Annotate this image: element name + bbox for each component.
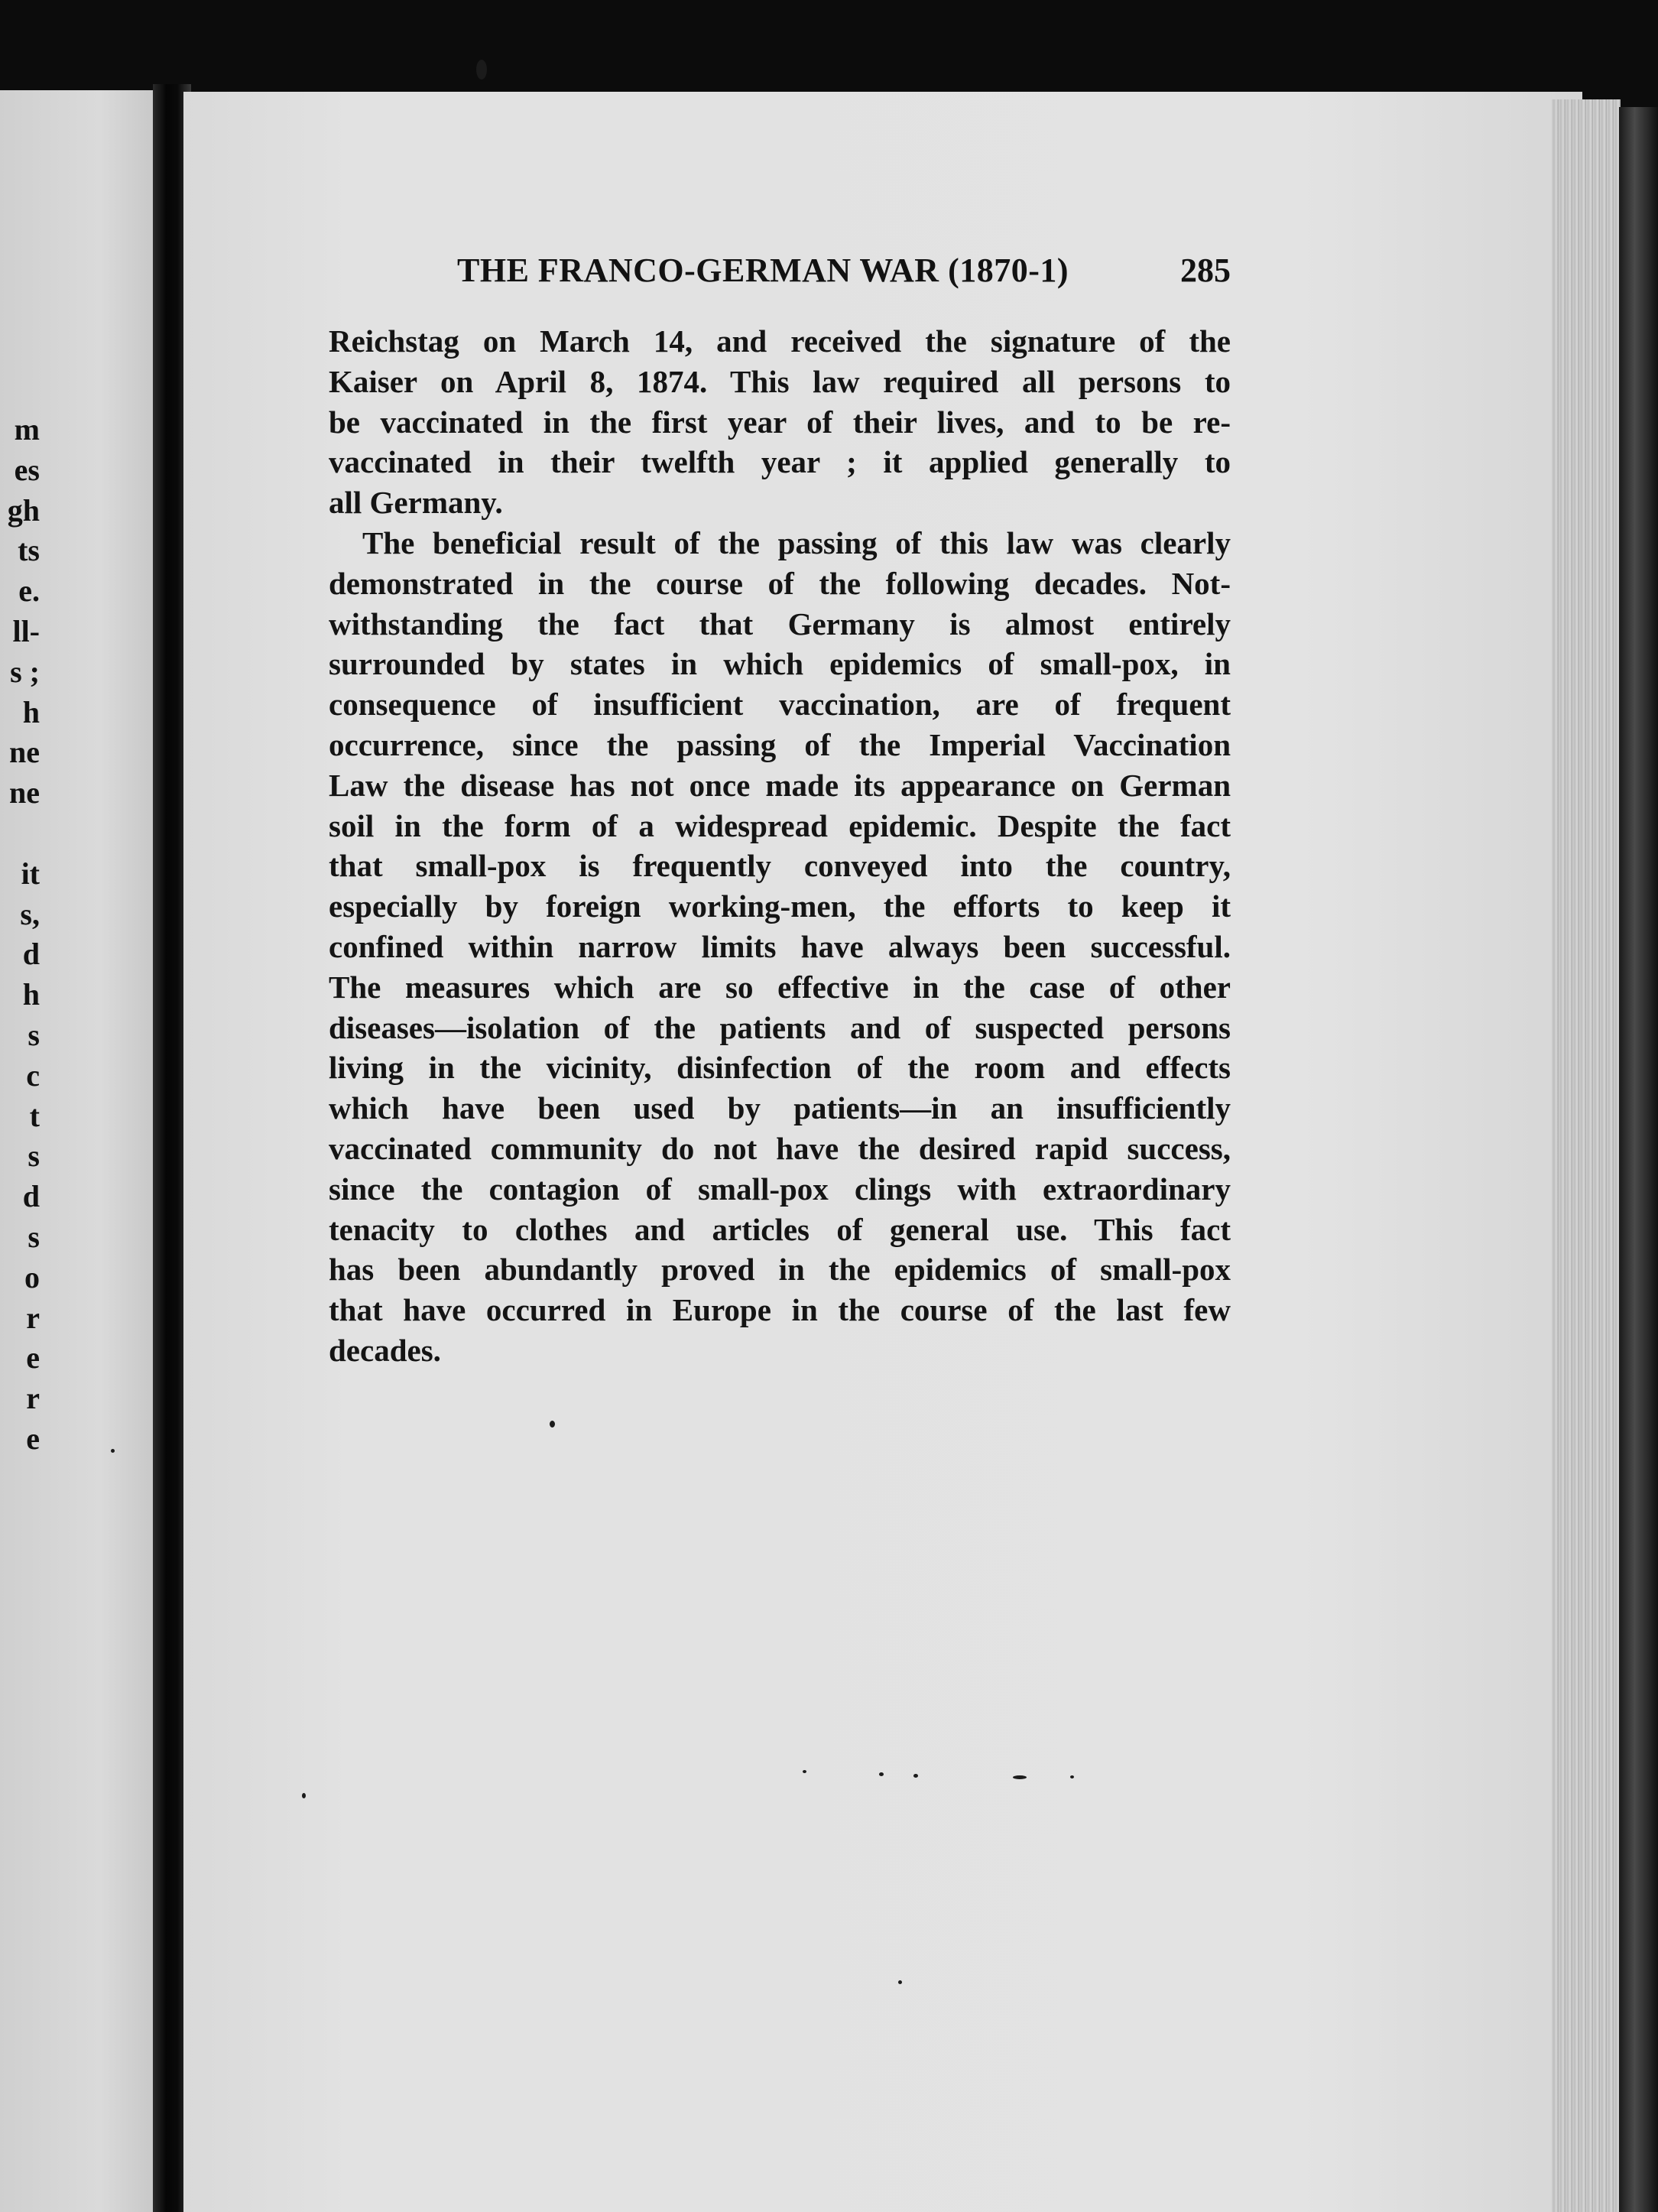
text-line: soil in the form of a widespread epidemic. Despite the fact xyxy=(329,807,1231,843)
facing-fragment: it xyxy=(21,856,40,891)
text-line: since the contagion of small-pox clings with extraordinary xyxy=(329,1171,1231,1207)
text-line: that small-pox is frequently conveyed into the country, xyxy=(329,848,1231,884)
facing-fragment: e xyxy=(26,1421,40,1456)
cover-edge xyxy=(1619,107,1658,2212)
facing-fragment: ts xyxy=(18,533,40,568)
text-line: Kaiser on April 8, 1874. This law required all persons to xyxy=(329,363,1231,399)
text-line: diseases—isolation of the patients and of suspected persons xyxy=(329,1009,1231,1045)
text-line: vaccinated in their twelfth year ; it applied generally to xyxy=(329,444,1231,480)
text-line: living in the vicinity, disinfection of the room and effects xyxy=(329,1050,1231,1086)
text-line: has been abundantly proved in the epidemics of small-pox xyxy=(329,1252,1231,1288)
text-line: demonstrated in the course of the following decades. Not- xyxy=(329,565,1231,601)
scan-speck xyxy=(803,1770,806,1773)
facing-fragment: r xyxy=(26,1381,40,1416)
facing-fragment: ll- xyxy=(12,613,40,648)
text-line: withstanding the fact that Germany is almost entirely xyxy=(329,606,1231,642)
scan-speck xyxy=(898,1980,902,1984)
text-line: The measures which are so effective in the case of other xyxy=(329,969,1231,1005)
scan-speck xyxy=(302,1793,306,1798)
facing-fragment: gh xyxy=(7,492,40,528)
facing-fragment: s xyxy=(28,1138,40,1174)
scan-speck xyxy=(913,1774,918,1778)
body-text-column xyxy=(329,321,1231,1371)
text-line: tenacity to clothes and articles of general use. This fact xyxy=(329,1211,1231,1247)
facing-fragment xyxy=(0,814,46,854)
text-line: which have been used by patients—in an insufficiently xyxy=(329,1090,1231,1126)
text-line: Reichstag on March 14, and received the signature of the xyxy=(329,323,1231,359)
page-stack-edge xyxy=(1552,99,1621,2212)
page-number: 285 xyxy=(1180,252,1231,289)
facing-fragment: m xyxy=(14,412,40,447)
scan-speck xyxy=(111,1449,115,1453)
facing-fragment: d xyxy=(22,1179,40,1214)
facing-fragment: d xyxy=(22,937,40,972)
facing-fragment: s ; xyxy=(10,654,40,689)
facing-fragment: es xyxy=(14,452,40,487)
text-line: vaccinated community do not have the desired rapid success, xyxy=(329,1130,1231,1166)
facing-fragment: ne xyxy=(9,775,40,810)
scan-speck xyxy=(550,1421,555,1428)
text-line: decades. xyxy=(329,1332,441,1368)
facing-fragment: h xyxy=(22,694,40,729)
facing-fragment: h xyxy=(22,977,40,1012)
text-line: consequence of insufficient vaccination, are of frequent xyxy=(329,687,1231,723)
facing-fragment: o xyxy=(24,1259,40,1294)
facing-fragment: s xyxy=(28,1219,40,1254)
facing-fragment: ne xyxy=(9,735,40,770)
facing-fragment: c xyxy=(26,1057,40,1093)
facing-page-text-fragments xyxy=(0,410,46,1460)
text-line: that have occurred in Europe in the course of the last few xyxy=(329,1292,1231,1328)
scan-speck xyxy=(879,1772,884,1776)
running-head-title: THE FRANCO-GERMAN WAR (1870-1) xyxy=(457,252,1069,289)
facing-fragment: r xyxy=(26,1300,40,1335)
facing-page xyxy=(0,90,167,2212)
facing-fragment: e. xyxy=(18,573,40,609)
text-line: Law the disease has not once made its appearance on German xyxy=(329,767,1231,803)
text-line: confined within narrow limits have always been successful. xyxy=(329,928,1231,964)
facing-fragment: e xyxy=(26,1340,40,1376)
text-line: all Germany. xyxy=(329,485,503,521)
text-line: be vaccinated in the first year of their lives, and to be re- xyxy=(329,404,1231,440)
scan-speck xyxy=(1013,1775,1027,1779)
scan-speck xyxy=(476,60,487,80)
text-line: occurrence, since the passing of the Imperial Vaccination xyxy=(329,726,1231,762)
scan-speck xyxy=(1070,1775,1074,1778)
facing-fragment: s xyxy=(28,1017,40,1052)
text-line: especially by foreign working-men, the efforts to keep it xyxy=(329,888,1231,924)
text-line: surrounded by states in which epidemics of small-pox, in xyxy=(329,646,1231,682)
facing-fragment: s, xyxy=(20,896,40,931)
paragraph-first-line: The beneficial result of the passing of this law was clearly xyxy=(362,525,1231,560)
facing-fragment: t xyxy=(29,1098,40,1133)
